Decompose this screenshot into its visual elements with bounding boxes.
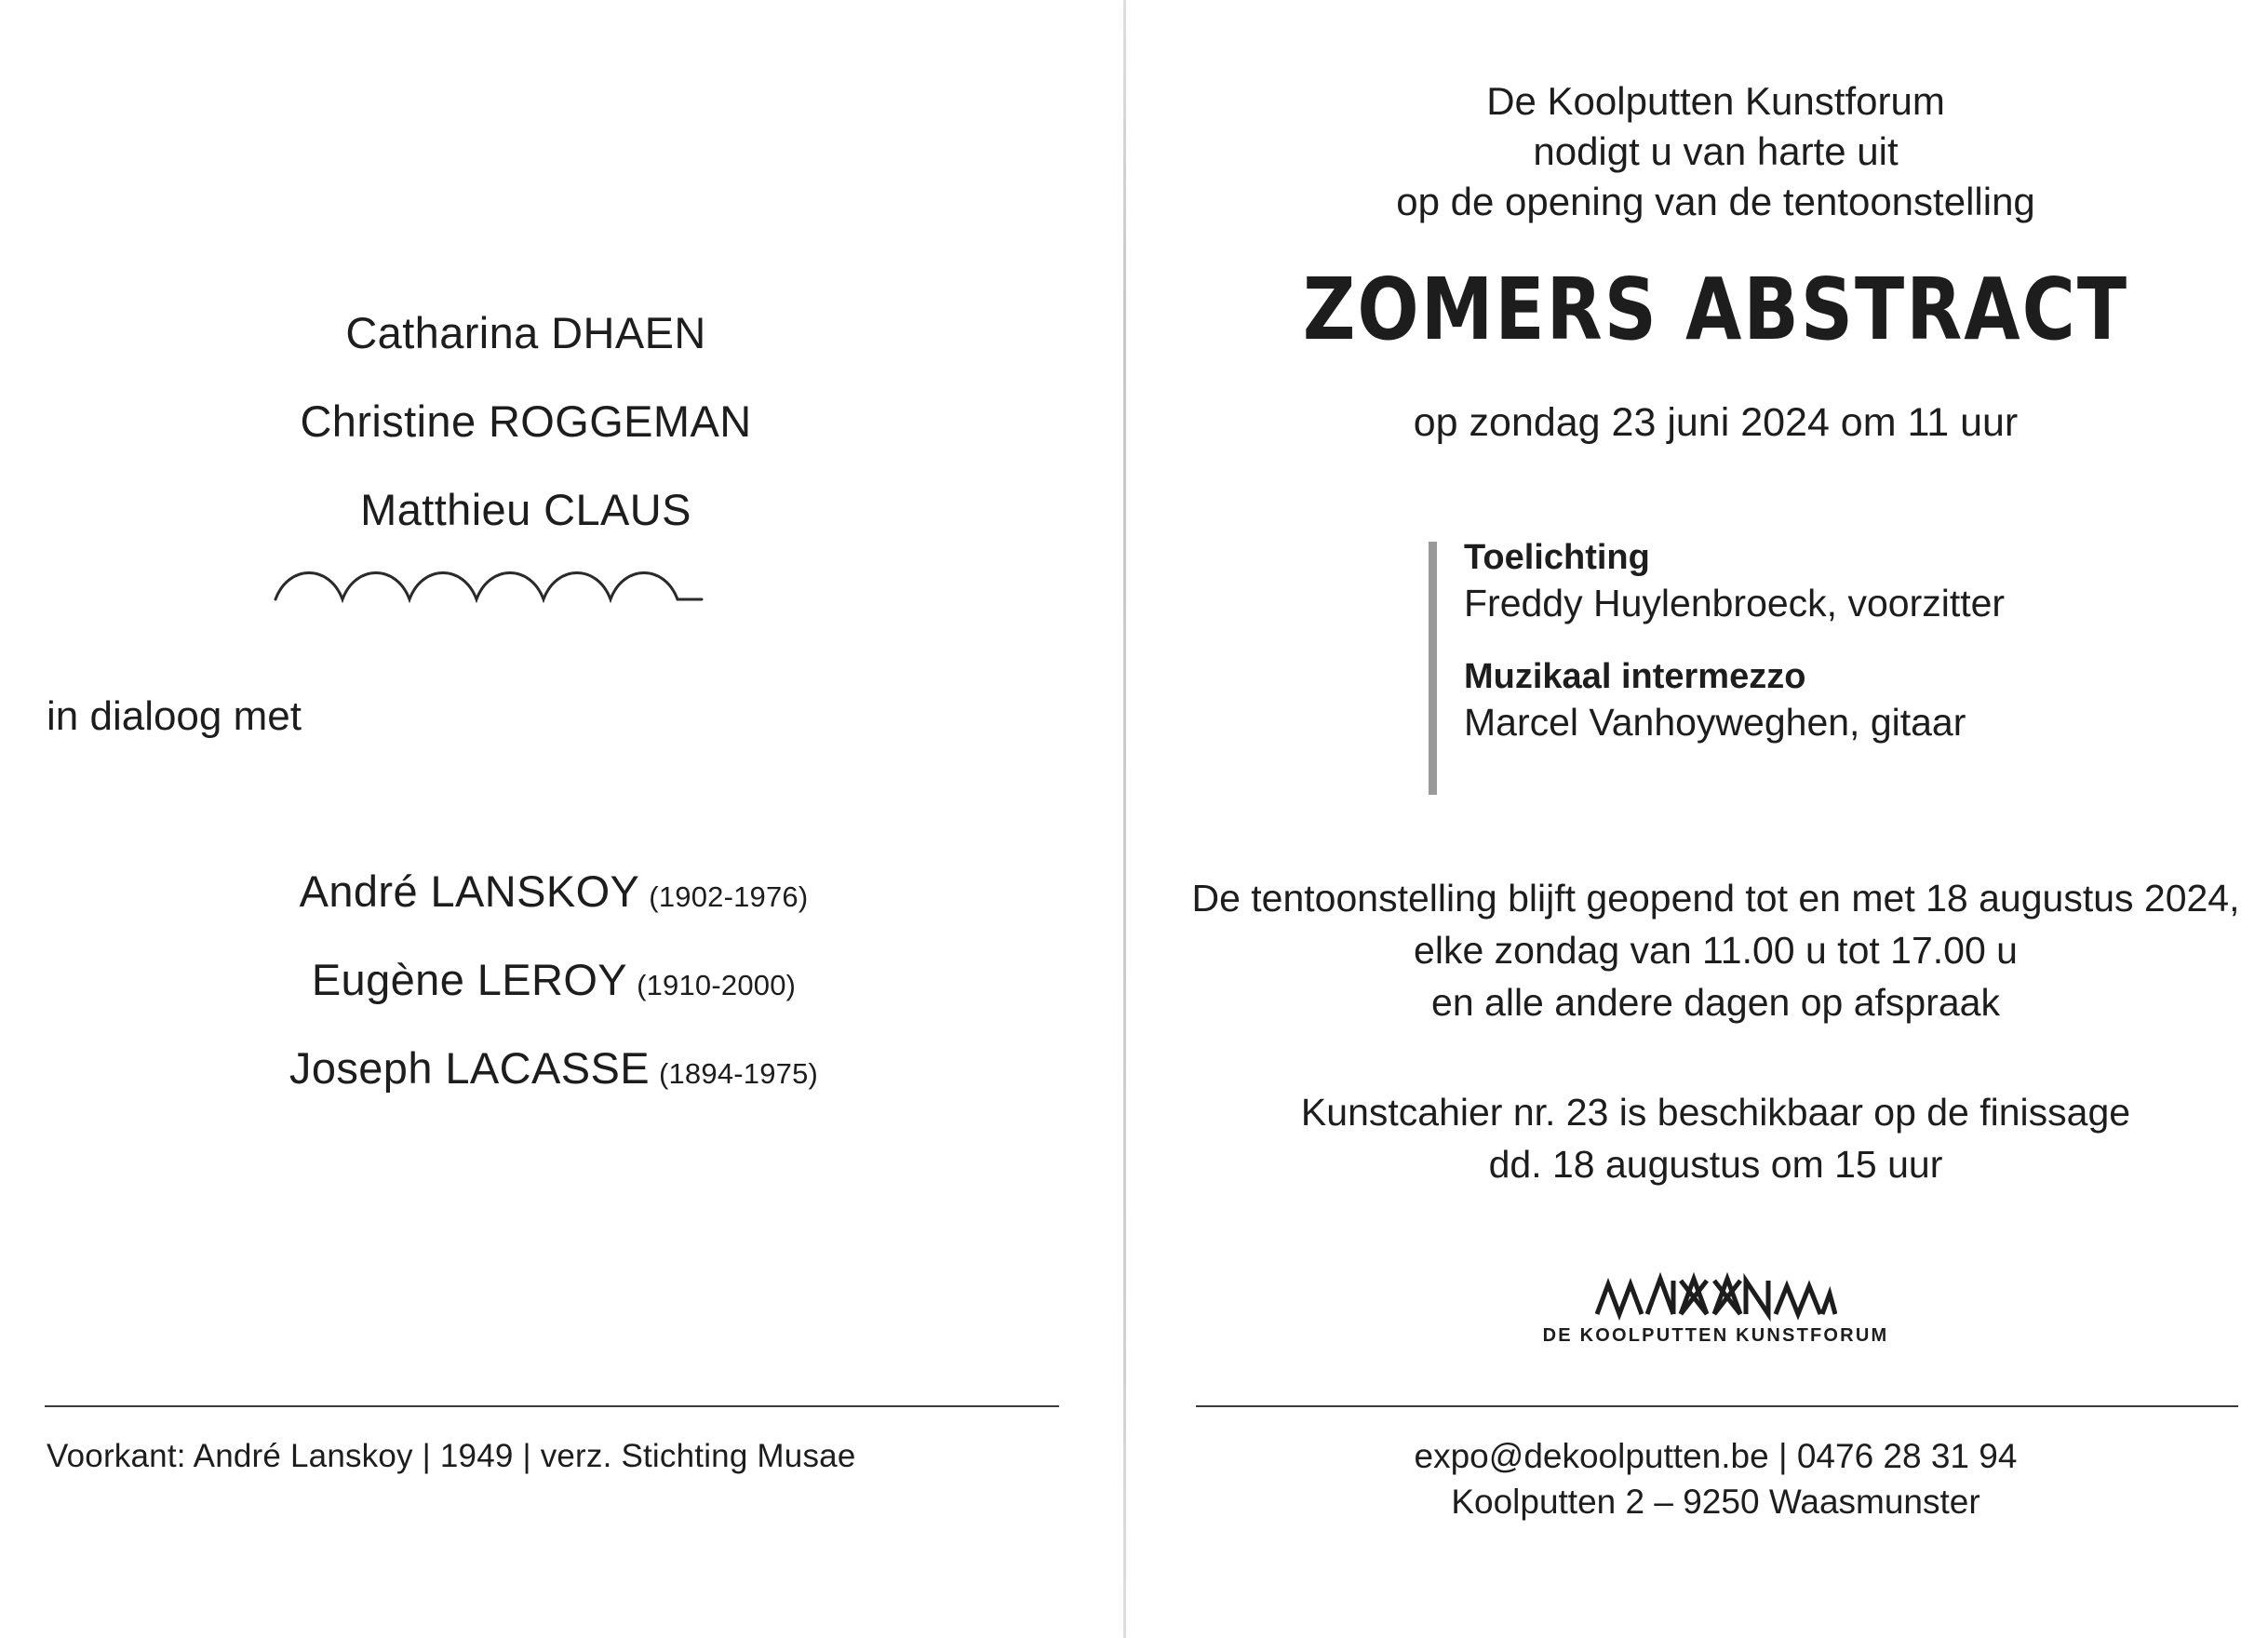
- cover-credit: Voorkant: André Lanskoy | 1949 | verz. Stichting Musae: [47, 1438, 856, 1474]
- contact-line: Koolputten 2 – 9250 Waasmunster: [1451, 1483, 1980, 1522]
- opening-datetime: op zondag 23 juni 2024 om 11 uur: [1413, 400, 2019, 445]
- invitation-line: op de opening van de tentoonstelling: [1396, 179, 2035, 223]
- credit-label: Toelichting: [1464, 538, 1650, 577]
- right-panel: [1163, 0, 2268, 1638]
- credits-block: [1429, 538, 2171, 745]
- invitation-text: [1163, 76, 2268, 226]
- opening-hours: [1163, 873, 2268, 1028]
- fold-line: [1123, 0, 1126, 1638]
- master-name: André LANSKOY: [299, 866, 640, 916]
- list-item: [0, 954, 1107, 1005]
- divider: [1196, 1405, 2238, 1407]
- master-name: Joseph LACASSE: [289, 1043, 650, 1093]
- master-years: (1902-1976): [649, 880, 809, 913]
- credit-value: Marcel Vanhoyweghen, gitaar: [1464, 701, 1966, 744]
- cahier-line: dd. 18 augustus om 15 uur: [1488, 1142, 1943, 1186]
- contact-line: expo@dekoolputten.be | 0476 28 31 94: [1414, 1437, 2018, 1475]
- artist-name: Catharina DHAEN: [345, 308, 706, 357]
- master-years: (1910-2000): [637, 969, 797, 1001]
- cahier-line: Kunstcahier nr. 23 is beschikbaar op de finissage: [1300, 1091, 2131, 1134]
- dialogue-label: in dialoog met: [47, 693, 302, 739]
- zigzag-logo-icon: [1595, 1266, 1837, 1322]
- credit-label: Muzikaal intermezzo: [1464, 657, 1806, 696]
- contact-info: [1163, 1433, 2268, 1524]
- artist-name: Christine ROGGEMAN: [300, 396, 752, 446]
- artist-list: [0, 307, 1052, 535]
- organization-logo: [1163, 1266, 2268, 1347]
- list-item: [0, 866, 1107, 917]
- invitation-line: nodigt u van harte uit: [1533, 128, 1899, 173]
- opening-hours-line: De tentoonstelling blijft geopend tot en met 18 augustus 2024,: [1191, 877, 2240, 920]
- opening-hours-line: en alle andere dagen op afspraak: [1431, 980, 2000, 1024]
- artist-name: Matthieu CLAUS: [360, 485, 691, 534]
- exhibition-title: ZOMERS ABSTRACT: [1302, 261, 2129, 360]
- list-item: [0, 1042, 1107, 1094]
- opening-hours-line: elke zondag van 11.00 u tot 17.00 u: [1414, 928, 2018, 972]
- master-years: (1894-1975): [658, 1057, 819, 1090]
- left-panel: [0, 0, 1107, 1638]
- divider: [45, 1405, 1059, 1407]
- cahier-note: [1163, 1087, 2268, 1191]
- vertical-bar-ornament: [1429, 542, 1437, 795]
- invitation-line: De Koolputten Kunstforum: [1486, 79, 1945, 123]
- master-list: [0, 866, 1107, 1094]
- wave-divider-ornament: [270, 558, 707, 605]
- credit-value: Freddy Huylenbroeck, voorzitter: [1464, 582, 2006, 624]
- master-name: Eugène LEROY: [311, 955, 628, 1004]
- logo-caption: DE KOOLPUTTEN KUNSTFORUM: [1542, 1325, 1889, 1346]
